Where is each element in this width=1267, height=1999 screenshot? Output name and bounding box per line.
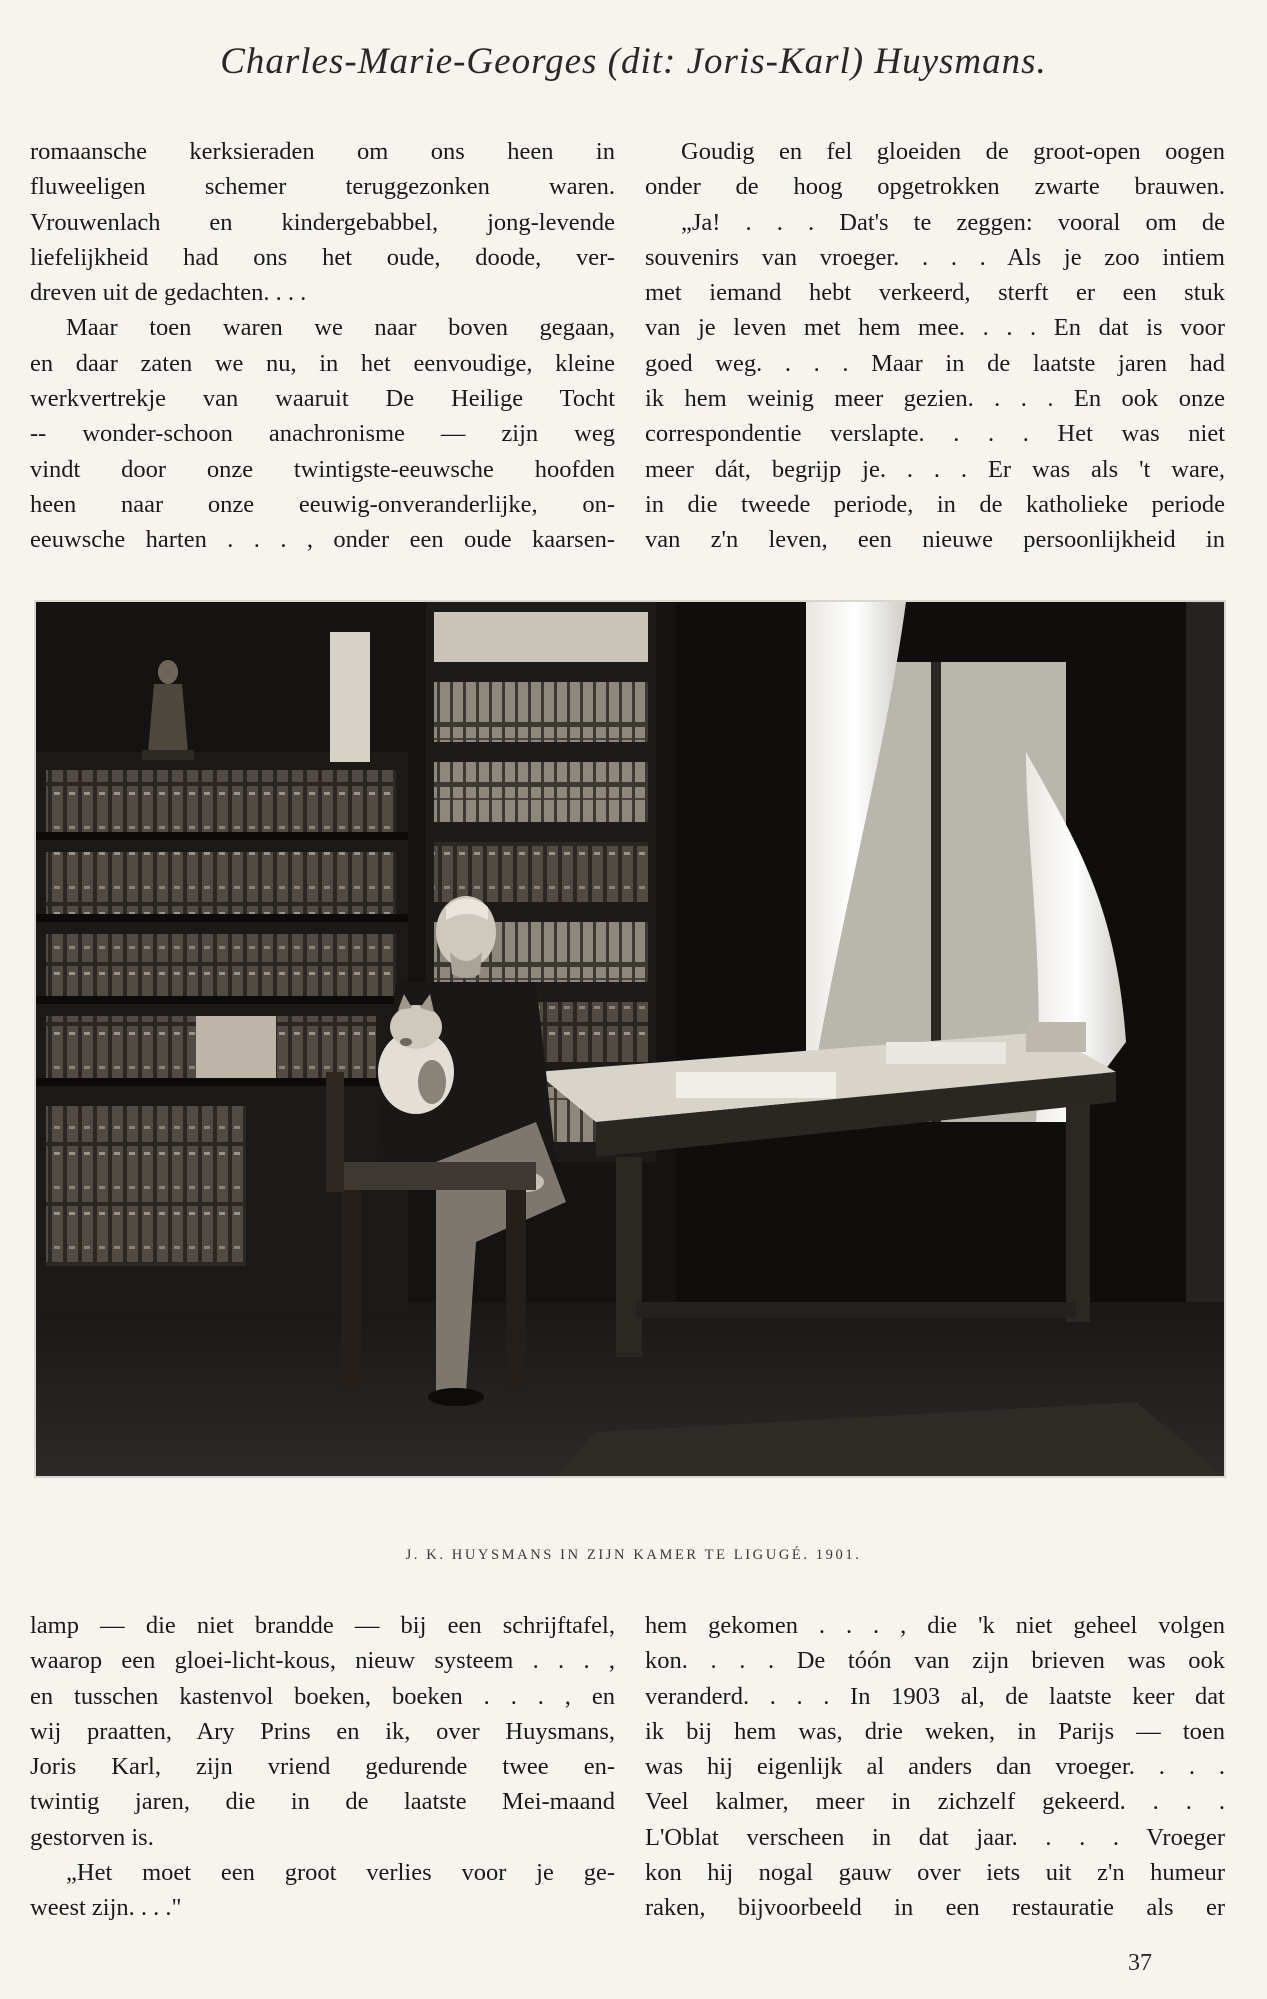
text-line: wij praatten, Ary Prins en ik, over Huysmans, xyxy=(30,1717,615,1745)
text-line: souvenirs van vroeger. . . . Als je zoo intiem xyxy=(645,243,1225,271)
text-line: eeuwsche harten . . . , onder een oude kaarsen- xyxy=(30,526,615,554)
text-line: Joris Karl, zijn vriend gedurende twee en- xyxy=(30,1753,615,1781)
text-line: en daar zaten we nu, in het eenvoudige, kleine xyxy=(30,349,615,377)
photograph xyxy=(34,600,1226,1478)
text-line: goed weg. . . . Maar in de laatste jaren had xyxy=(645,349,1225,377)
column-bottom-right xyxy=(645,1608,1225,1926)
column-bottom-left xyxy=(30,1608,615,1926)
text-line: was hij eigenlijk al anders dan vroeger. . . . xyxy=(645,1753,1225,1781)
text-line: fluweeligen schemer teruggezonken waren. xyxy=(30,173,615,201)
text-line: romaansche kerksieraden om ons heen in xyxy=(30,138,615,165)
text-line: raken, bijvoorbeeld in een restauratie als er xyxy=(645,1894,1225,1922)
text-line: kon hij nogal gauw over iets uit z'n humeur xyxy=(645,1859,1225,1887)
text-line: lamp — die niet brandde — bij een schrijftafel, xyxy=(30,1612,615,1639)
text-line: veranderd. . . . In 1903 al, de laatste keer dat xyxy=(645,1682,1225,1710)
text-line: -- wonder-schoon anachronisme — zijn weg xyxy=(30,420,615,448)
text-line: van je leven met hem mee. . . . En dat is voor xyxy=(645,314,1225,342)
column-top-left xyxy=(30,134,615,558)
text-line: werkvertrekje van waaruit De Heilige Tocht xyxy=(30,385,615,413)
text-line: waarop een gloei-licht-kous, nieuw systeem . . . , xyxy=(30,1647,615,1675)
photo-study-room xyxy=(36,602,1224,1476)
text-line: Vrouwenlach en kindergebabbel, jong-levende xyxy=(30,208,615,236)
text-line: liefelijkheid had ons het oude, doode, ver- xyxy=(30,243,615,271)
text-line: kon. . . . De tóón van zijn brieven was ook xyxy=(645,1647,1225,1675)
text-line: en tusschen kastenvol boeken, boeken . . . , en xyxy=(30,1682,615,1710)
column-top-right xyxy=(645,134,1225,558)
text-line: met iemand hebt verkeerd, sterft er een stuk xyxy=(645,279,1225,307)
text-line: ik bij hem was, drie weken, in Parijs — toen xyxy=(645,1717,1225,1745)
text-line: Goudig en fel gloeiden de groot-open oogen xyxy=(681,138,1225,165)
text-line: onder de hoog opgetrokken zwarte brauwen. xyxy=(645,173,1225,201)
photo-caption: J. K. HUYSMANS IN ZIJN KAMER TE LIGUGÉ. 1901. xyxy=(405,1547,862,1563)
page-number: 37 xyxy=(1128,1950,1152,1976)
text-line: ik hem weinig meer gezien. . . . En ook onze xyxy=(645,385,1225,413)
text-line: twintig jaren, die in de laatste Mei-maand xyxy=(30,1788,615,1816)
text-line: gestorven is. xyxy=(30,1823,154,1851)
text-line: Maar toen waren we naar boven gegaan, xyxy=(66,314,615,342)
text-line: hem gekomen . . . , die 'k niet geheel volgen xyxy=(645,1612,1225,1639)
text-line: dreven uit de gedachten. . . . xyxy=(30,279,307,307)
text-line: meer dát, begrijp je. . . . Er was als 't ware, xyxy=(645,455,1225,483)
text-line: „Ja! . . . Dat's te zeggen: vooral om de xyxy=(681,208,1225,236)
text-line: in die tweede periode, in de katholieke periode xyxy=(645,490,1225,518)
text-line: L'Oblat verscheen in dat jaar. . . . Vroeger xyxy=(645,1823,1225,1851)
text-line: „Het moet een groot verlies voor je ge- xyxy=(66,1859,615,1887)
text-line: correspondentie verslapte. . . . Het was niet xyxy=(645,420,1225,448)
text-line: van z'n leven, een nieuwe persoonlijkheid in xyxy=(645,526,1225,554)
text-line: heen naar onze eeuwig-onveranderlijke, on- xyxy=(30,490,615,518)
running-header: Charles-Marie-Georges (dit: Joris-Karl) Huysmans. xyxy=(220,41,1047,82)
text-line: weest zijn. . . ." xyxy=(30,1894,182,1922)
text-line: Veel kalmer, meer in zichzelf gekeerd. . . . xyxy=(645,1788,1225,1816)
text-line: vindt door onze twintigste-eeuwsche hoofden xyxy=(30,455,615,483)
